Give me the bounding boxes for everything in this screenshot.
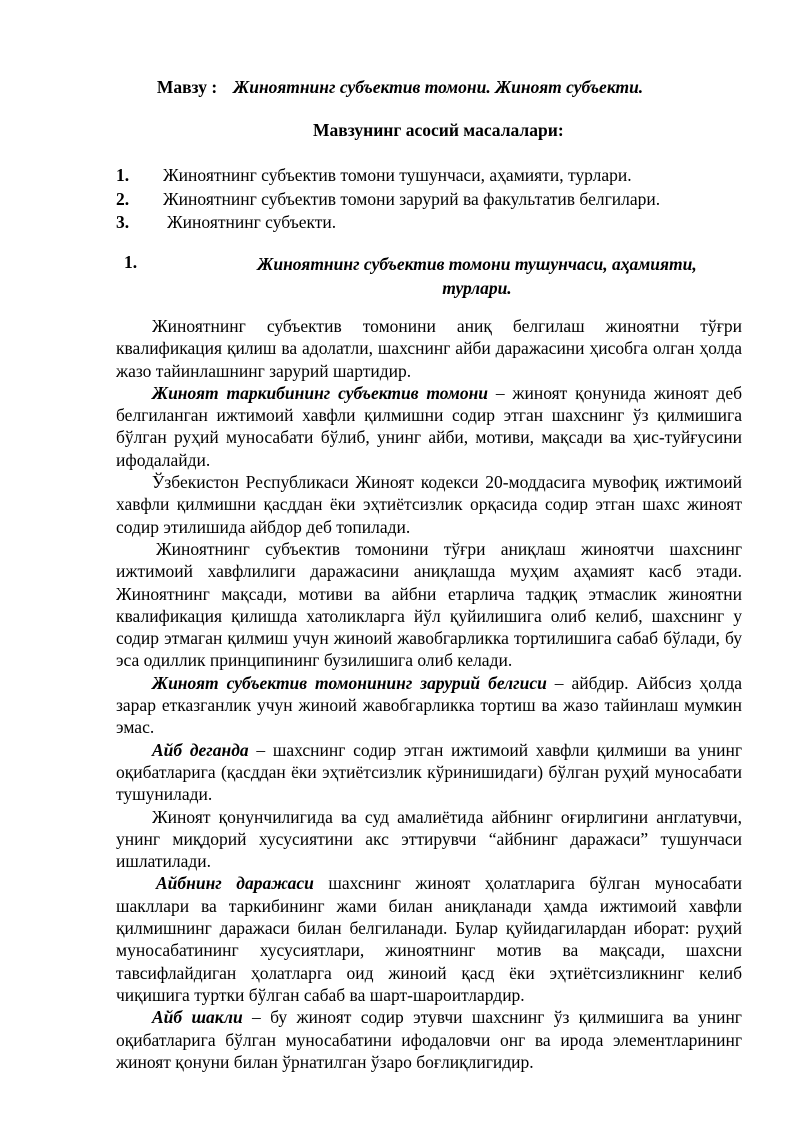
- list-item: [116, 211, 660, 235]
- term: Айб деганда: [152, 739, 249, 760]
- paragraph-text: – айбдир. Айбсиз ҳолда зарар етказганлик учун жиноий жавобгарликка тортиш ва жазо тайинлаш мумкин эмас.: [116, 672, 742, 738]
- paragraph: [116, 1006, 742, 1073]
- paragraph: [116, 471, 742, 538]
- document-title: [0, 77, 800, 98]
- list-item-number: 3.: [116, 212, 130, 232]
- topic-title: Жиноятнинг субъектив томони. Жиноят субъекти.: [233, 77, 644, 97]
- paragraph-text: – шахснинг содир этган ижтимоий хавфли қилмиши ва унинг оқибатларига (қасддан ёки эҳтиётсизлик кўринишидаги) бўлган руҳий муносабати тушунилади.: [116, 739, 742, 805]
- term: Жиноят таркибининг субъектив томони: [152, 382, 489, 403]
- paragraph-text: шахснинг жиноят ҳолатларига бўлган муносабати шакллари ва таркибининг жами билан аниқланади ҳамда ижтимоий хавфли қилмишнинг даражаси билан белгиланади. Булар қуйидагилардан иборат: руҳий муносабатининг хусусиятлари, жиноятнинг мотив ва мақсади, шахсни тавсифлайдиган ҳолатларга оид жиноий қасд ёки эҳтиётсизликнинг келиб чиқишига туртки бўлган сабаб ва шарт-шароитлардир.: [116, 873, 742, 1005]
- term: Айб шакли: [152, 1007, 243, 1028]
- issues-list: [116, 164, 660, 235]
- subtitle: Мавзунинг асосий масалалари:: [313, 120, 564, 140]
- list-item: [116, 164, 660, 188]
- paragraph-text: Ўзбекистон Республикаси Жиноят кодекси 20-моддасига мувофиқ ижтимоий хавфли қилмишни қасддан ёки эҳтиётсизлик орқасида содир этган шахс жиноят содир этилишида айбдор деб топилади.: [116, 472, 742, 537]
- body-text: [116, 315, 742, 1073]
- list-item-text: Жиноятнинг субъектив томони тушунчаси, аҳамияти, турлари.: [163, 165, 632, 185]
- paragraph-text: Жиноятнинг субъектив томонини аниқ белгилаш жиноятни тўғри квалификация қилиш ва адолатли, шахснинг айби даражасини ҳисобга олган ҳолда жазо тайинлашнинг зарурий шартидир.: [116, 316, 742, 381]
- section-heading-line: Жиноятнинг субъектив томони тушунчаси, аҳамияти,: [257, 254, 697, 274]
- paragraph-text: Жиноят қонунчилигида ва суд амалиётида айбнинг оғирлигини англатувчи, унинг миқдорий хусусиятини акс эттирувчи “айбнинг даражаси” тушунчаси ишлатилади.: [116, 806, 742, 872]
- list-item-text: Жиноятнинг субъекти.: [167, 212, 337, 232]
- paragraph: [116, 315, 742, 382]
- list-item-number: 1.: [116, 165, 130, 185]
- paragraph: [116, 672, 742, 739]
- term: Айбнинг даражаси: [156, 873, 314, 894]
- paragraph: [116, 538, 742, 672]
- term: Жиноят субъектив томонининг зарурий белгиси: [152, 672, 547, 693]
- list-item-text: Жиноятнинг субъектив томони зарурий ва факультатив белгилари.: [163, 188, 661, 209]
- section-heading: [232, 252, 722, 300]
- paragraph: [116, 806, 742, 873]
- paragraph-text: – бу жиноят содир этувчи шахснинг ўз қилмишига ва унинг оқибатларига бўлган муносабатини ифодаловчи онг ва ирода элементларининг жиноят қонуни билан ўрнатилган ўзаро боғлиқлигидир.: [116, 1007, 742, 1072]
- list-item: [116, 188, 660, 212]
- paragraph: [116, 382, 742, 471]
- paragraph-text: – жиноят қонунида жиноят деб белгиланган ижтимоий хавфли қилмишни содир этган шахснинг ўз қилмишига бўлган руҳий муносабати бўлиб, унинг айби, мотиви, мақсади ва ҳис-туйғусини ифодалайди.: [116, 382, 742, 470]
- paragraph: [116, 739, 742, 806]
- section-heading-line: турлари.: [442, 278, 512, 298]
- topic-label: Мавзу :: [156, 77, 218, 97]
- section-number: 1.: [124, 252, 138, 272]
- paragraph-text: Жиноятнинг субъектив томонини тўғри аниқлаш жиноятчи шахснинг ижтимоий хавфлилиги даражасини аниқлашда муҳим аҳамият касб этади. Жиноятнинг мақсади, мотиви ва айбни етарлича тадқиқ этмаслик жиноятни квалификация қилишда хатоликларга йўл қуйилишига олиб келиб, шахснинг у содир этмаган қилмиш учун жиноий жавобгарликка тортилишига сабаб бўлади, бу эса одиллик принципининг бузилишига олиб келади.: [116, 538, 742, 671]
- paragraph: [116, 872, 742, 1006]
- list-item-number: 2.: [116, 188, 130, 209]
